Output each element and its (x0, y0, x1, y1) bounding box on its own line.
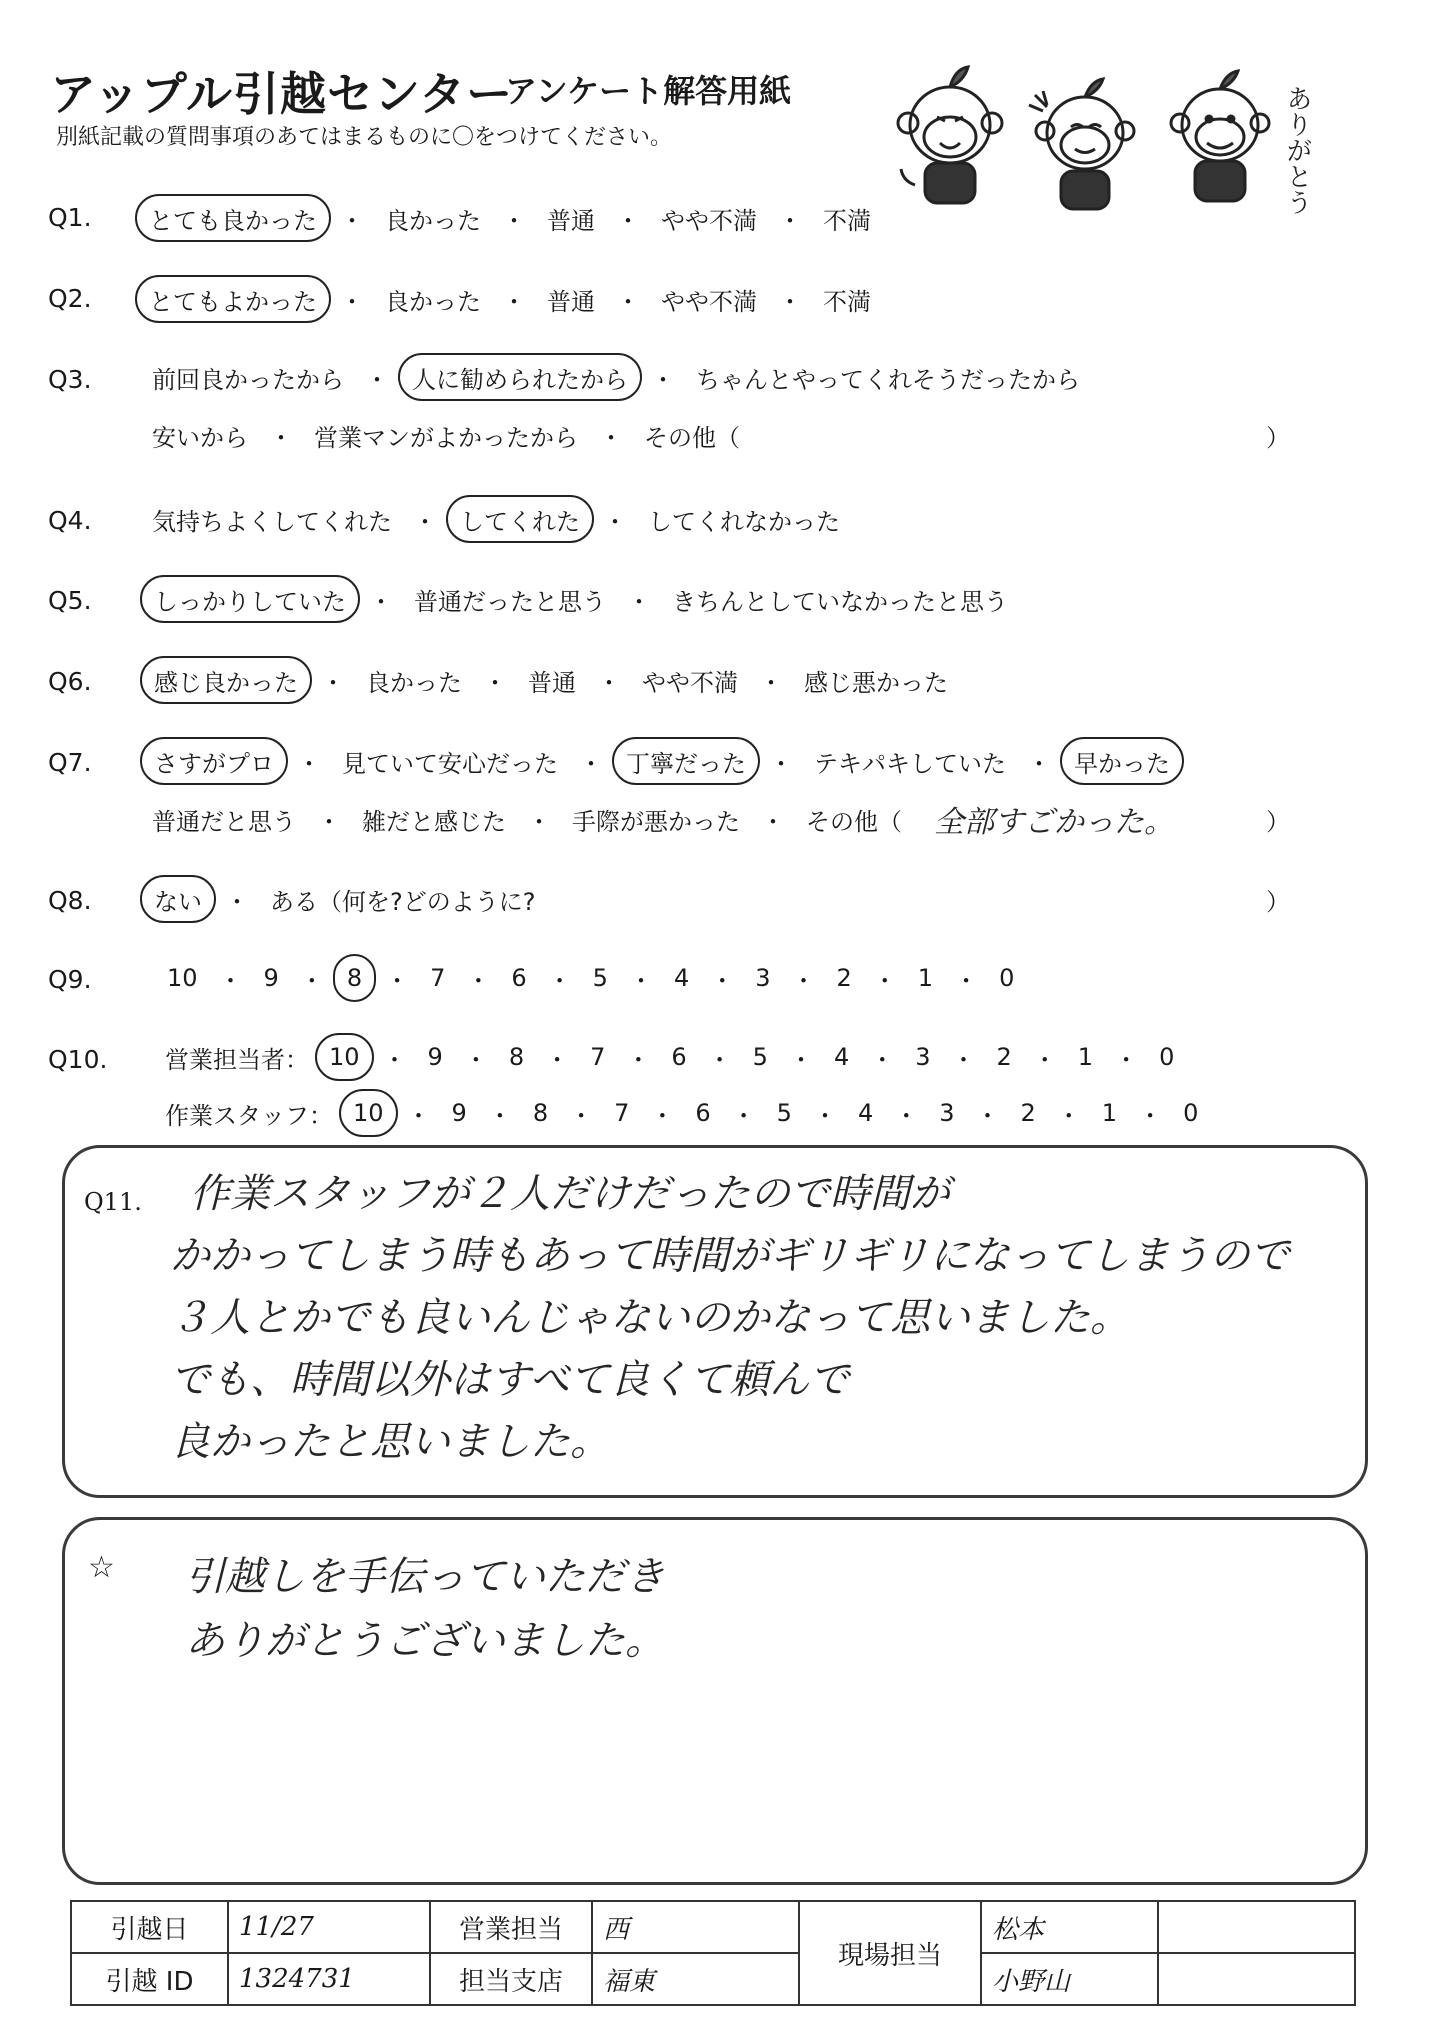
separator: ・ (707, 1045, 732, 1074)
q9-label: Q9. (48, 965, 92, 994)
monkey-2-icon (1029, 79, 1134, 209)
q7-label: Q7. (48, 748, 92, 777)
separator: ・ (269, 423, 293, 452)
options-row (140, 575, 1020, 623)
q1-label: Q1. (48, 203, 92, 232)
close-paren: ） (1266, 807, 1290, 836)
separator: ・ (626, 1045, 651, 1074)
company-title: アップル引越センター (50, 67, 514, 121)
separator: ・ (710, 966, 735, 995)
option[interactable]: 1 (1101, 1099, 1118, 1127)
separator: ・ (340, 206, 364, 235)
options-row (140, 495, 852, 543)
q11-line: 良かったと思いました。 (170, 1419, 610, 1465)
q5-label: Q5. (48, 586, 92, 615)
option[interactable]: その他（ (806, 807, 902, 836)
option[interactable]: 10 (167, 964, 198, 992)
q2-label: Q2. (48, 284, 92, 313)
option-circled[interactable]: してくれた (446, 495, 594, 543)
separator: ・ (483, 668, 507, 697)
option[interactable]: 2 (1020, 1099, 1036, 1127)
option[interactable]: 普通 (547, 206, 595, 235)
message-line: 引越しを手伝っていただき (185, 1554, 665, 1600)
instructions: 別紙記載の質問事項のあてはまるものに〇をつけてください。 (56, 125, 673, 150)
separator: ・ (579, 749, 603, 778)
branch-label: 担当支店 (430, 1953, 592, 2005)
option[interactable]: 良かった (385, 287, 481, 316)
option[interactable]: 8 (508, 1043, 525, 1071)
option[interactable]: 営業マンがよかったから (314, 423, 578, 452)
separator: ・ (599, 423, 623, 452)
separator: ・ (365, 365, 389, 394)
option[interactable]: ちゃんとやってくれそうだったから (696, 365, 1080, 394)
option[interactable]: 3 (915, 1043, 931, 1071)
separator: ・ (778, 287, 802, 316)
option[interactable]: 見ていて安心だった (342, 749, 558, 778)
option[interactable]: 0 (1183, 1099, 1199, 1127)
option[interactable]: 2 (996, 1043, 1012, 1071)
separator: ・ (812, 1101, 837, 1130)
separator: ・ (788, 1045, 813, 1074)
option[interactable]: やや不満 (661, 287, 757, 316)
separator: ・ (627, 587, 651, 616)
option[interactable]: 9 (451, 1099, 467, 1127)
separator: ・ (463, 1045, 488, 1074)
separator: ・ (225, 887, 249, 916)
options-row (155, 954, 1026, 1002)
sales-staff-label: 営業担当 (430, 1901, 592, 1953)
q7-options-line1 (140, 736, 1184, 786)
separator: ・ (321, 668, 345, 697)
option[interactable]: 普通だったと思う (414, 587, 606, 616)
separator: ・ (299, 966, 324, 995)
separator: ・ (616, 287, 640, 316)
separator: ・ (569, 1101, 594, 1130)
option[interactable]: ある（何を?どのように? (270, 887, 536, 916)
q11-handwritten-comment (170, 1163, 1350, 1473)
site-staff-2-value: 小野山 (981, 1953, 1158, 2005)
empty-cell (1158, 1953, 1355, 2005)
separator: ・ (597, 668, 621, 697)
separator: ・ (1032, 1045, 1057, 1074)
separator: ・ (616, 206, 640, 235)
option[interactable]: 前回良かったから (152, 365, 344, 394)
separator: ・ (628, 966, 653, 995)
separator: ・ (382, 1045, 407, 1074)
options-row (135, 194, 883, 242)
separator: ・ (778, 206, 802, 235)
form-title: アンケート解答用紙 (505, 72, 792, 110)
q11-line: かかってしまう時もあって時間がギリギリになってしまうので (170, 1233, 1290, 1279)
options-row (140, 797, 1290, 841)
q4-options (140, 494, 852, 544)
option[interactable]: 7 (590, 1043, 606, 1071)
q11-line: 作業スタッフが２人だけだったので時間が (190, 1171, 950, 1217)
option[interactable]: 9 (427, 1043, 443, 1071)
separator: ・ (466, 966, 491, 995)
q11-label: Q11. (84, 1188, 142, 1216)
option[interactable]: 普通 (528, 668, 576, 697)
move-id-label: 引越 ID (71, 1953, 228, 2005)
separator: ・ (340, 287, 364, 316)
options-row (140, 875, 1290, 923)
separator: ・ (975, 1101, 1000, 1130)
option[interactable]: 5 (776, 1099, 792, 1127)
option[interactable]: 気持ちよくしてくれた (152, 507, 392, 536)
separator: ・ (502, 287, 526, 316)
row-prefix-label: 営業担当者： (165, 1045, 309, 1074)
separator: ・ (218, 966, 243, 995)
option[interactable]: テキパキしていた (814, 749, 1006, 778)
q10-staff-options (165, 1088, 1210, 1138)
separator: ・ (502, 206, 526, 235)
option-circled[interactable]: 丁寧だった (612, 737, 760, 785)
move-date-label: 引越日 (71, 1901, 228, 1953)
options-row (140, 353, 1092, 401)
separator: ・ (731, 1101, 756, 1130)
q11-line: でも、時間以外はすべて良くて頼んで (170, 1357, 850, 1403)
separator: ・ (545, 1045, 570, 1074)
option[interactable]: 普通 (547, 287, 595, 316)
option-circled[interactable]: 早かった (1060, 737, 1184, 785)
separator: ・ (1114, 1045, 1139, 1074)
star-handwritten-message (185, 1545, 1285, 1673)
q4-label: Q4. (48, 506, 92, 535)
q3-options-line2 (140, 410, 1290, 460)
separator: ・ (297, 749, 321, 778)
separator: ・ (527, 807, 551, 836)
separator: ・ (761, 807, 785, 836)
q6-label: Q6. (48, 667, 92, 696)
option[interactable]: 2 (836, 964, 852, 992)
q5-options (140, 574, 1020, 624)
separator: ・ (413, 507, 437, 536)
separator: ・ (954, 966, 979, 995)
separator: ・ (406, 1101, 431, 1130)
separator: ・ (769, 749, 793, 778)
separator: ・ (369, 587, 393, 616)
option-circled[interactable]: ない (140, 875, 216, 923)
other-handwritten-answer: 全部すごかった。 (934, 805, 1174, 840)
q10-sales-options (165, 1032, 1186, 1082)
empty-cell (1158, 1901, 1355, 1953)
option[interactable]: 良かった (366, 668, 462, 697)
q10-label: Q10. (48, 1045, 108, 1074)
option[interactable]: してくれなかった (648, 507, 840, 536)
option[interactable]: 3 (939, 1099, 955, 1127)
sales-staff-value: 西 (592, 1901, 799, 1953)
star-icon: ☆ (88, 1550, 115, 1585)
message-line: ありがとうございました。 (185, 1618, 665, 1664)
q8-label: Q8. (48, 886, 92, 915)
option[interactable]: 6 (511, 964, 527, 992)
option[interactable]: やや不満 (642, 668, 738, 697)
option[interactable]: その他（ (644, 423, 740, 452)
option[interactable]: 9 (263, 964, 279, 992)
q6-options (140, 655, 960, 705)
option[interactable]: 1 (1077, 1043, 1094, 1071)
option[interactable]: やや不満 (661, 206, 757, 235)
q3-label: Q3. (48, 365, 92, 394)
options-row (140, 413, 1290, 457)
option[interactable]: 6 (671, 1043, 687, 1071)
close-paren: ） (1266, 887, 1290, 916)
separator: ・ (894, 1101, 919, 1130)
option[interactable]: 3 (755, 964, 771, 992)
option[interactable]: 5 (752, 1043, 768, 1071)
separator: ・ (603, 507, 627, 536)
option[interactable]: 普通だと思う (152, 807, 296, 836)
q11-line: ３人とかでも良いんじゃないのかなって思いました。 (170, 1295, 1130, 1341)
row-prefix-label: 作業スタッフ： (165, 1101, 333, 1130)
branch-value: 福東 (592, 1953, 799, 2005)
options-row (140, 656, 960, 704)
option[interactable]: 良かった (385, 206, 481, 235)
monkey-3-icon (1171, 71, 1269, 201)
separator: ・ (651, 365, 675, 394)
separator: ・ (650, 1101, 675, 1130)
option[interactable]: 6 (695, 1099, 711, 1127)
option-circled[interactable]: しっかりしていた (140, 575, 360, 623)
separator: ・ (870, 1045, 895, 1074)
option-circled[interactable]: 感じ良かった (140, 656, 312, 704)
option[interactable]: 0 (1159, 1043, 1175, 1071)
option[interactable]: 7 (614, 1099, 630, 1127)
q8-options (140, 874, 1290, 924)
option-circled[interactable]: 10 (339, 1089, 398, 1137)
move-date-value: 11/27 (228, 1901, 430, 1953)
site-staff-label: 現場担当 (799, 1901, 981, 2005)
separator: ・ (951, 1045, 976, 1074)
option[interactable]: 不満 (823, 287, 871, 316)
option-circled[interactable]: とてもよかった (135, 275, 331, 323)
separator: ・ (1138, 1101, 1163, 1130)
close-paren: ） (1266, 423, 1290, 452)
q3-options-line1 (140, 352, 1092, 402)
option[interactable]: 7 (430, 964, 446, 992)
option-circled[interactable]: 10 (315, 1033, 374, 1081)
options-row (165, 1089, 1210, 1137)
options-row (135, 275, 883, 323)
option-circled[interactable]: とても良かった (135, 194, 331, 242)
option[interactable]: 5 (592, 964, 608, 992)
separator: ・ (487, 1101, 512, 1130)
option[interactable]: 1 (917, 964, 934, 992)
separator: ・ (759, 668, 783, 697)
q7-options-line2 (140, 794, 1290, 844)
separator: ・ (1056, 1101, 1081, 1130)
option[interactable]: 0 (999, 964, 1015, 992)
option[interactable]: 8 (532, 1099, 549, 1127)
option[interactable]: 雑だと感じた (362, 807, 506, 836)
option[interactable]: 4 (833, 1043, 850, 1071)
site-staff-1-value: 松本 (981, 1901, 1158, 1953)
separator: ・ (872, 966, 897, 995)
option[interactable]: 4 (857, 1099, 874, 1127)
option[interactable]: 4 (673, 964, 690, 992)
separator: ・ (791, 966, 816, 995)
option[interactable]: 感じ悪かった (804, 668, 948, 697)
q9-options (155, 953, 1026, 1003)
separator: ・ (317, 807, 341, 836)
separator: ・ (547, 966, 572, 995)
option[interactable]: きちんとしていなかったと思う (672, 587, 1008, 616)
options-row (140, 737, 1184, 785)
option-circled[interactable]: 人に勧められたから (398, 353, 642, 401)
options-row (165, 1033, 1186, 1081)
mascot-thanks-text: ありがとう (1282, 85, 1312, 215)
option[interactable]: 不満 (823, 206, 871, 235)
option-circled[interactable]: さすがプロ (140, 737, 288, 785)
move-id-value: 1324731 (228, 1953, 430, 2005)
monkey-mascots-illustration (885, 55, 1325, 230)
monkey-1-icon (898, 67, 1002, 203)
q1-options (135, 193, 883, 243)
separator: ・ (385, 966, 410, 995)
q2-options (135, 274, 883, 324)
option[interactable]: 安いから (152, 423, 248, 452)
option-circled[interactable]: 8 (333, 954, 376, 1002)
option[interactable]: 手際が悪かった (572, 807, 740, 836)
separator: ・ (1027, 749, 1051, 778)
footer-info-table (70, 1900, 1356, 2006)
